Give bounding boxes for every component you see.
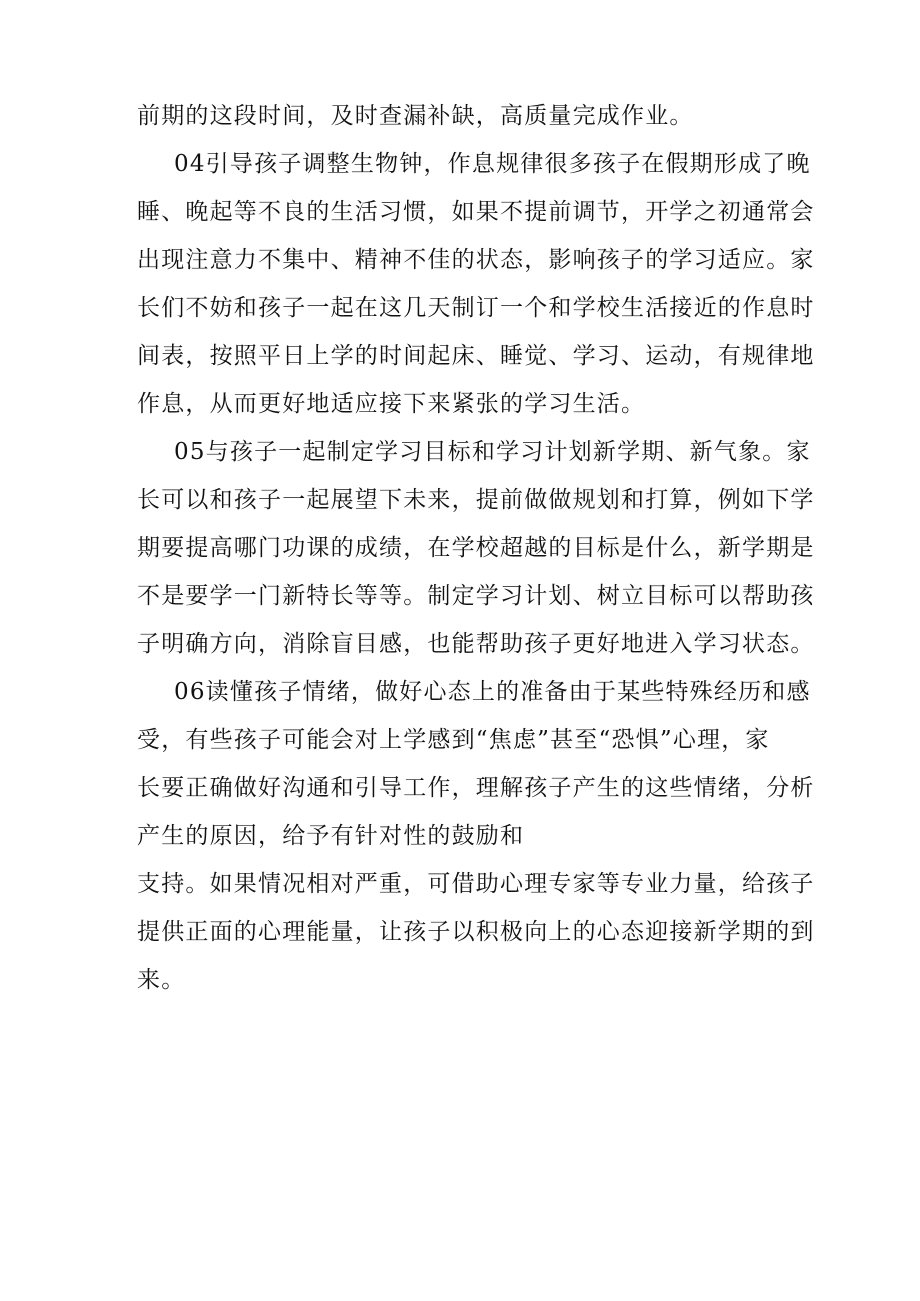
text-line: 出现注意力不集中、精神不佳的状态，影响孩子的学习适应。家 — [137, 247, 815, 273]
document-body — [137, 92, 815, 1004]
text-line: 睡、晚起等不良的生活习惯，如果不提前调节，开学之初通常会 — [137, 199, 815, 225]
text-line: 子明确方向，消除盲目感，也能帮助孩子更好地进入学习状态。 — [137, 631, 815, 657]
text-line: 产生的原因，给予有针对性的鼓励和 — [137, 823, 525, 849]
text-line: 不是要学一门新特长等等。制定学习计划、树立目标可以帮助孩 — [137, 583, 815, 609]
text-line: 作息，从而更好地适应接下来紧张的学习生活。 — [137, 391, 646, 417]
text-line: 05与孩子一起制定学习目标和学习计划新学期、新气象。家 — [174, 439, 811, 465]
text-line: 期要提高哪门功课的成绩，在学校超越的目标是什么，新学期是 — [137, 535, 815, 561]
text-line: 来。 — [137, 967, 186, 993]
text-line: 长们不妨和孩子一起在这几天制订一个和学校生活接近的作息时 — [137, 295, 815, 321]
text-line: 前期的这段时间，及时查漏补缺，高质量完成作业。 — [137, 103, 694, 129]
text-line: 06读懂孩子情绪，做好心态上的准备由于某些特殊经历和感 — [174, 679, 811, 705]
text-line: 04引导孩子调整生物钟，作息规律很多孩子在假期形成了晚 — [174, 151, 811, 177]
text-line: 间表，按照平日上学的时间起床、睡觉、学习、运动，有规律地 — [137, 343, 815, 369]
text-line: 支持。如果情况相对严重，可借助心理专家等专业力量，给孩子 — [137, 871, 815, 897]
text-line: 长可以和孩子一起展望下未来，提前做做规划和打算，例如下学 — [137, 487, 815, 513]
text-line: 提供正面的心理能量，让孩子以积极向上的心态迎接新学期的到 — [137, 919, 815, 945]
text-line: 受，有些孩子可能会对上学感到“焦虑”甚至“恐惧”心理，家 — [137, 727, 770, 753]
text-line: 长要正确做好沟通和引导工作，理解孩子产生的这些情绪，分析 — [137, 775, 815, 801]
